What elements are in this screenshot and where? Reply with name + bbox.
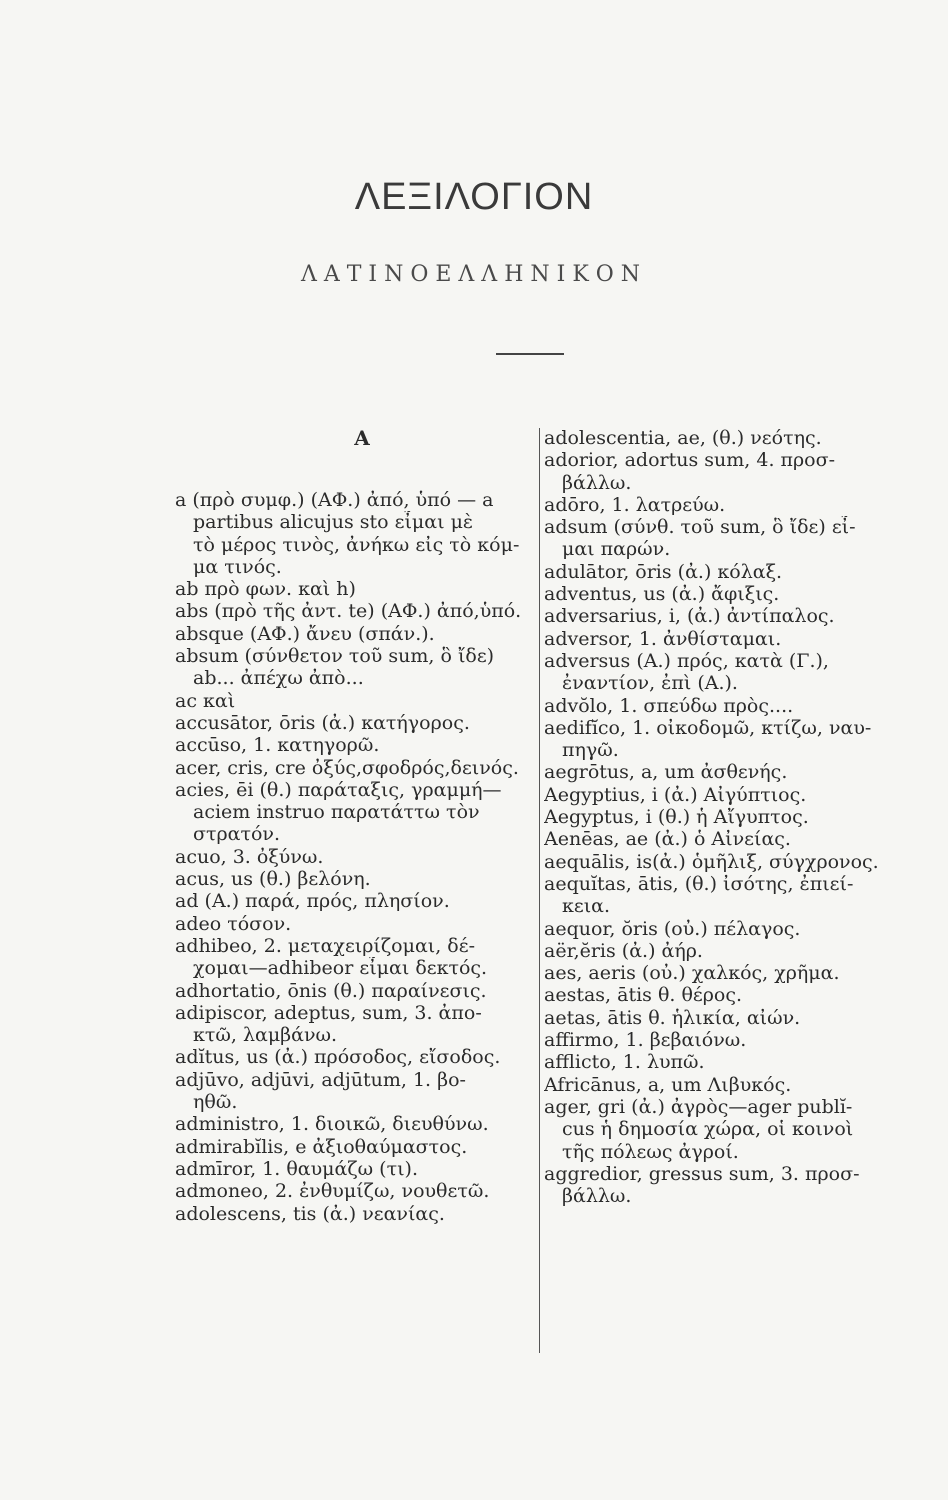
dictionary-line: aër,ĕris (ἀ.) ἀήρ. (544, 939, 703, 962)
dictionary-line: adversarius, i, (ἀ.) ἀντίπαλος. (544, 605, 835, 628)
dictionary-line: adventus, us (ἀ.) ἄφιξις. (544, 583, 780, 606)
dictionary-line: aequĭtas, ātis, (θ.) ἰσότης, ἐπιεί- (544, 872, 854, 895)
dictionary-line: aequor, ŏris (οὐ.) πέλαγος. (544, 917, 801, 940)
section-letter: A (354, 426, 370, 450)
dictionary-line: adulātor, ōris (ἀ.) κόλαξ. (544, 560, 783, 583)
dictionary-line: μαι παρών. (562, 538, 671, 561)
dictionary-line: adsum (σύνθ. τοῦ sum, ὃ ἴδε) εἶ- (544, 516, 856, 539)
dictionary-line: ἐναντίον, ἐπὶ (Α.). (562, 672, 738, 695)
dictionary-line: Aegyptius, i (ἀ.) Αἰγύπτιος. (544, 783, 807, 806)
dictionary-line: affirmo, 1. βεβαιόνω. (544, 1029, 747, 1052)
dictionary-line: adolescentia, ae, (θ.) νεότης. (544, 427, 822, 449)
dictionary-line: aciem instruo παρατάττω τὸν (193, 801, 480, 824)
dictionary-line: aegrōtus, a, um ἀσθενής. (544, 761, 788, 784)
dictionary-line: absque (ΑΦ.) ἄνευ (σπάν.). (175, 622, 435, 645)
dictionary-line: afflicto, 1. λυπῶ. (544, 1051, 705, 1074)
dictionary-line: τῆς πόλεως ἀγροί. (562, 1140, 739, 1163)
dictionary-line: μα τινός. (193, 555, 282, 578)
dictionary-line: aequālis, is(ἀ.) ὁμῆλιξ, σύγχρονος. (544, 850, 879, 873)
dictionary-line: admoneo, 2. ἐνθυμίζω, νουθετῶ. (175, 1180, 490, 1203)
dictionary-line: adeo τόσον. (175, 912, 292, 935)
dictionary-line: Aenēas, ae (ἀ.) ὁ Αἰνείας. (544, 828, 791, 851)
dictionary-line: adjūvo, adjūvi, adjūtum, 1. βο- (175, 1068, 466, 1091)
dictionary-line: adversor, 1. ἀνθίσταμαι. (544, 627, 782, 650)
dictionary-line: acus, us (θ.) βελόνη. (175, 868, 371, 891)
dictionary-line: partibus alicujus sto εἶμαι μὲ (193, 511, 474, 534)
dictionary-line: adolescens, tis (ἀ.) νεανίας. (175, 1202, 445, 1225)
dictionary-line: acer, cris, cre ὀξύς,σφοδρός,δεινός. (175, 756, 519, 779)
dictionary-line: Africānus, a, um Λιβυκός. (544, 1073, 792, 1096)
dictionary-line: χομαι—adhibeor εἶμαι δεκτός. (193, 957, 488, 980)
left-entries (175, 489, 537, 1225)
dictionary-line: aetas, ātis θ. ἡλικία, αἰών. (544, 1006, 801, 1029)
dictionary-line: ad (Α.) παρά, πρός, πλησίον. (175, 890, 450, 913)
dictionary-line: adĭtus, us (ἀ.) πρόσοδος, εἴσοδος. (175, 1046, 501, 1069)
dictionary-line: στρατόν. (193, 823, 281, 846)
dictionary-line: absum (σύνθετον τοῦ sum, ὃ ἴδε) (175, 645, 495, 668)
dictionary-line: cus ἡ δημοσία χώρα, οἱ κοινοὶ (562, 1118, 854, 1141)
left-column (175, 427, 537, 1225)
dictionary-line: τὸ μέρος τινὸς, ἀνήκω εἰς τὸ κόμ- (193, 533, 520, 556)
dictionary-line: aestas, ātis θ. θέρος. (544, 984, 743, 1007)
dictionary-line: admirabĭlis, e ἀξιοθαύμαστος. (175, 1135, 468, 1158)
dictionary-line: adorior, adortus sum, 4. προσ- (544, 449, 836, 472)
dictionary-line: aedifĭco, 1. οἰκοδομῶ, κτίζω, ναυ- (544, 716, 872, 739)
dictionary-line: adhibeo, 2. μεταχειρίζομαι, δέ- (175, 934, 476, 957)
dictionary-line: adipiscor, adeptus, sum, 3. ἀπο- (175, 1001, 482, 1024)
dictionary-line: βάλλω. (562, 471, 632, 494)
column-divider (539, 428, 540, 1353)
right-column (544, 427, 914, 1207)
dictionary-line: aes, aeris (οὐ.) χαλκός, χρῆμα. (544, 962, 840, 985)
right-entries (544, 427, 914, 1207)
dictionary-line: admīror, 1. θαυμάζω (τι). (175, 1157, 419, 1180)
dictionary-line: abs (πρὸ τῆς ἀντ. te) (ΑΦ.) ἀπό,ὑπό. (175, 600, 522, 623)
dictionary-line: aggredior, gressus sum, 3. προσ- (544, 1162, 860, 1185)
dictionary-line: κτῶ, λαμβάνω. (193, 1024, 338, 1047)
dictionary-line: advŏlo, 1. σπεύδω πρὸς.... (544, 694, 794, 717)
dictionary-line: a (πρὸ συμφ.) (ΑΦ.) ἀπό, ὑπό — a (175, 489, 494, 511)
dictionary-line: βάλλω. (562, 1185, 632, 1208)
dictionary-line: Aegyptus, i (θ.) ἡ Αἴγυπτος. (544, 806, 809, 829)
dictionary-line: ab... ἀπέχω ἀπὸ... (193, 667, 364, 690)
dictionary-line: administro, 1. διοικῶ, διευθύνω. (175, 1113, 489, 1136)
page-subtitle: ΛΑΤΙΝΟΕΛΛΗΝΙΚΟΝ (300, 262, 648, 287)
dictionary-line: acies, ēi (θ.) παράταξις, γραμμή— (175, 778, 502, 801)
dictionary-line: accūso, 1. κατηγορῶ. (175, 734, 380, 757)
dictionary-line: ab πρὸ φων. καὶ h) (175, 578, 356, 601)
dictionary-line: adōro, 1. λατρεύω. (544, 493, 726, 516)
dictionary-line: ager, gri (ἀ.) ἀγρὸς—ager publĭ- (544, 1095, 853, 1118)
dictionary-line: ac καὶ (175, 689, 236, 712)
page-title: ΛΕΞΙΛΟΓΙΟΝ (354, 176, 594, 218)
dictionary-line: acuo, 3. ὀξύνω. (175, 845, 324, 868)
dictionary-line: ηθῶ. (193, 1091, 238, 1114)
dictionary-line: adversus (Α.) πρός, κατὰ (Γ.), (544, 649, 829, 672)
dictionary-line: πηγῶ. (562, 739, 619, 762)
dictionary-line: accusātor, ōris (ἀ.) κατήγορος. (175, 711, 470, 734)
title-rule (496, 353, 564, 355)
dictionary-line: κεια. (562, 895, 611, 918)
dictionary-line: adhortatio, ōnis (θ.) παραίνεσις. (175, 979, 487, 1002)
